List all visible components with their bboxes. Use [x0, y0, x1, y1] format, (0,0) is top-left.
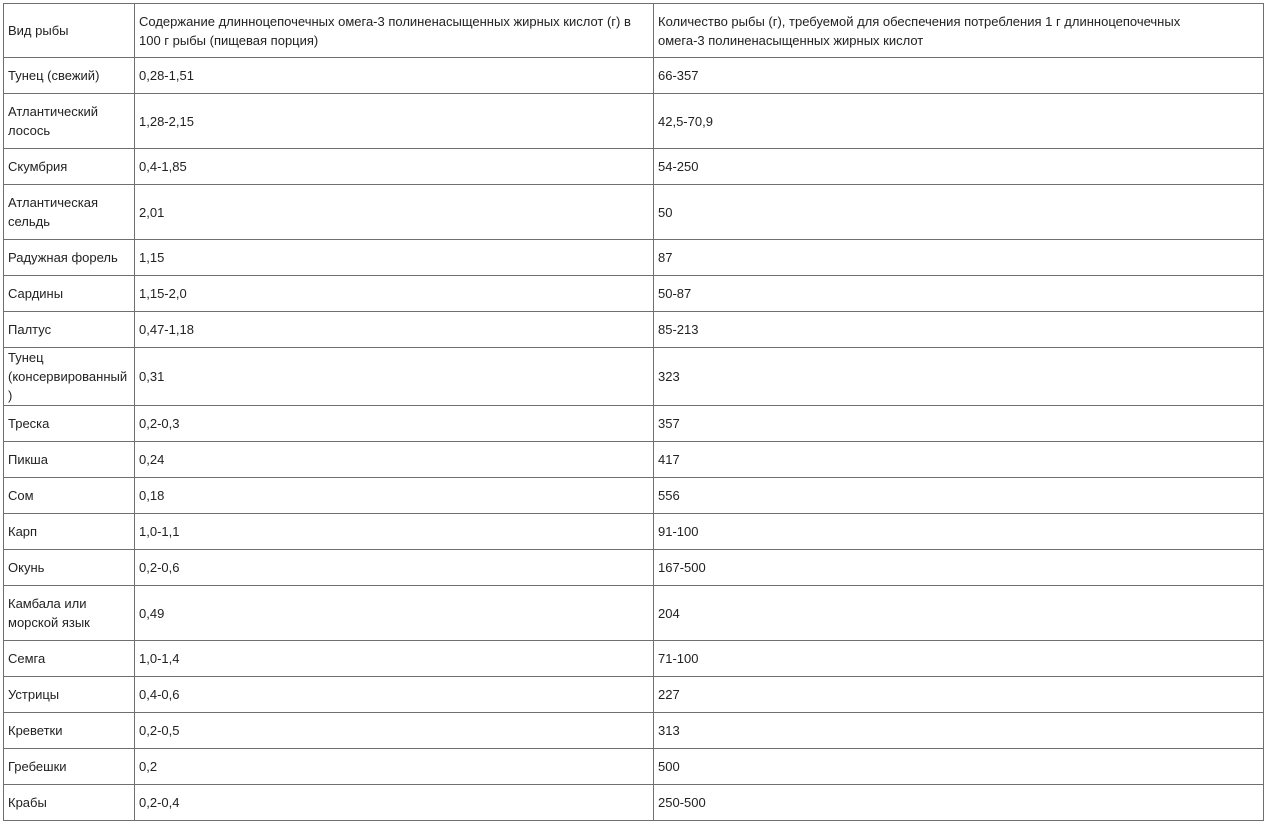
omega3-content-cell: 1,28-2,15 [135, 94, 654, 149]
fish-amount-cell: 54-250 [654, 149, 1264, 185]
table-row [4, 94, 1264, 149]
fish-amount-cell: 42,5-70,9 [654, 94, 1264, 149]
header-fish-amount: Количество рыбы (г), требуемой для обеспечения потребления 1 г длинноцепочечных омега-3 полиненасыщенных жирных кислот [654, 4, 1264, 58]
omega3-content-cell: 0,2-0,3 [135, 406, 654, 442]
table-row [4, 514, 1264, 550]
table-row [4, 749, 1264, 785]
table-row [4, 276, 1264, 312]
table-row [4, 641, 1264, 677]
header-omega3-content: Содержание длинноцепочечных омега-3 полиненасыщенных жирных кислот (г) в 100 г рыбы (пищевая порция) [135, 4, 654, 58]
fish-amount-cell: 85-213 [654, 312, 1264, 348]
omega3-content-cell: 0,4-1,85 [135, 149, 654, 185]
table-row [4, 348, 1264, 406]
fish-name-cell: Пикша [4, 442, 135, 478]
omega3-content-cell: 0,18 [135, 478, 654, 514]
fish-name-cell: Устрицы [4, 677, 135, 713]
table-row [4, 240, 1264, 276]
fish-amount-cell: 50-87 [654, 276, 1264, 312]
fish-amount-cell: 71-100 [654, 641, 1264, 677]
table-row [4, 58, 1264, 94]
table-row [4, 550, 1264, 586]
fish-name-cell: Треска [4, 406, 135, 442]
table-row [4, 478, 1264, 514]
fish-name-cell: Скумбрия [4, 149, 135, 185]
table-header-row [4, 4, 1264, 58]
fish-amount-cell: 204 [654, 586, 1264, 641]
omega3-fish-table [3, 3, 1264, 821]
fish-name-cell: Палтус [4, 312, 135, 348]
fish-amount-cell: 227 [654, 677, 1264, 713]
fish-name-cell: Тунец (консервированный) [4, 348, 135, 406]
fish-amount-cell: 87 [654, 240, 1264, 276]
omega3-content-cell: 2,01 [135, 185, 654, 240]
fish-name-cell: Камбала или морской язык [4, 586, 135, 641]
fish-name-cell: Креветки [4, 713, 135, 749]
table-row [4, 785, 1264, 821]
fish-name-cell: Радужная форель [4, 240, 135, 276]
fish-name-cell: Окунь [4, 550, 135, 586]
fish-name-cell: Карп [4, 514, 135, 550]
fish-amount-cell: 167-500 [654, 550, 1264, 586]
table-row [4, 713, 1264, 749]
omega3-content-cell: 0,2-0,4 [135, 785, 654, 821]
table-row [4, 586, 1264, 641]
table-row [4, 185, 1264, 240]
omega3-content-cell: 0,31 [135, 348, 654, 406]
fish-amount-cell: 250-500 [654, 785, 1264, 821]
table-row [4, 406, 1264, 442]
fish-name-cell: Атлантическая сельдь [4, 185, 135, 240]
omega3-content-cell: 0,24 [135, 442, 654, 478]
omega3-content-cell: 1,15-2,0 [135, 276, 654, 312]
fish-name-cell: Сом [4, 478, 135, 514]
table-row [4, 149, 1264, 185]
omega3-content-cell: 1,0-1,1 [135, 514, 654, 550]
omega3-content-cell: 0,4-0,6 [135, 677, 654, 713]
fish-name-cell: Гребешки [4, 749, 135, 785]
fish-name-cell: Крабы [4, 785, 135, 821]
omega3-content-cell: 1,0-1,4 [135, 641, 654, 677]
fish-name-cell: Семга [4, 641, 135, 677]
fish-amount-cell: 313 [654, 713, 1264, 749]
fish-name-cell: Атлантический лосось [4, 94, 135, 149]
omega3-content-cell: 0,49 [135, 586, 654, 641]
table-row [4, 442, 1264, 478]
omega3-content-cell: 0,2-0,6 [135, 550, 654, 586]
omega3-content-cell: 1,15 [135, 240, 654, 276]
fish-amount-cell: 417 [654, 442, 1264, 478]
fish-amount-cell: 91-100 [654, 514, 1264, 550]
fish-amount-cell: 357 [654, 406, 1264, 442]
table-row [4, 312, 1264, 348]
omega3-content-cell: 0,2 [135, 749, 654, 785]
fish-amount-cell: 500 [654, 749, 1264, 785]
table-row [4, 677, 1264, 713]
omega3-content-cell: 0,28-1,51 [135, 58, 654, 94]
header-fish-type: Вид рыбы [4, 4, 135, 58]
fish-name-cell: Тунец (свежий) [4, 58, 135, 94]
fish-amount-cell: 66-357 [654, 58, 1264, 94]
omega3-content-cell: 0,47-1,18 [135, 312, 654, 348]
fish-amount-cell: 50 [654, 185, 1264, 240]
fish-amount-cell: 323 [654, 348, 1264, 406]
omega3-content-cell: 0,2-0,5 [135, 713, 654, 749]
fish-amount-cell: 556 [654, 478, 1264, 514]
fish-name-cell: Сардины [4, 276, 135, 312]
